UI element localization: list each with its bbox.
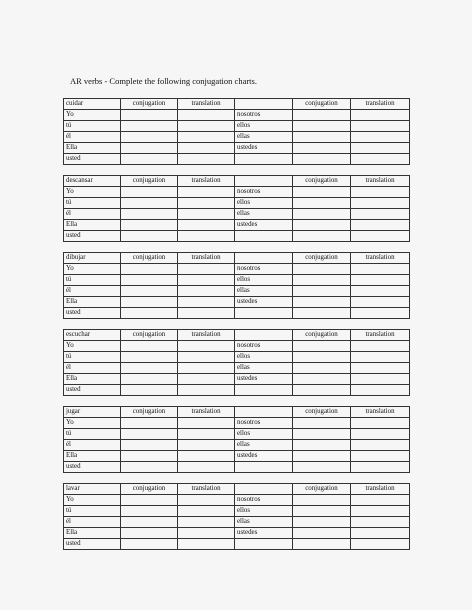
translation-header: translation [178,407,235,418]
table-row [64,231,410,242]
translation-answer-cell[interactable] [178,418,235,429]
translation-answer-cell[interactable] [351,506,410,517]
verb-label: cuidar [64,99,121,110]
translation-answer-cell[interactable] [351,418,410,429]
pronoun-cell: tú [64,429,121,440]
translation-answer-cell[interactable] [351,539,410,550]
conjugation-answer-cell[interactable] [293,231,351,242]
translation-answer-cell[interactable] [178,264,235,275]
translation-header: translation [351,330,410,341]
translation-answer-cell[interactable] [351,275,410,286]
pronoun-cell: ellas [235,440,293,451]
translation-answer-cell[interactable] [178,440,235,451]
pronoun-cell: usted [64,539,121,550]
verb-label: escuchar [64,330,121,341]
translation-answer-cell[interactable] [351,231,410,242]
conjugation-answer-cell[interactable] [293,462,351,473]
translation-answer-cell[interactable] [351,143,410,154]
verb-label: lavar [64,484,121,495]
table-row [64,462,410,473]
conjugation-answer-cell[interactable] [121,462,178,473]
conjugation-answer-cell[interactable] [121,297,178,308]
conjugation-answer-cell[interactable] [121,220,178,231]
table-row [64,286,410,297]
worksheet-title: AR verbs - Complete the following conjugation charts. [70,76,257,86]
pronoun-cell: ellos [235,198,293,209]
translation-answer-cell[interactable] [178,110,235,121]
conjugation-answer-cell[interactable] [293,374,351,385]
conjugation-answer-cell[interactable] [293,308,351,319]
conjugation-answer-cell[interactable] [121,187,178,198]
table-row [64,220,410,231]
pronoun-cell [235,539,293,550]
pronoun-cell: nosotros [235,341,293,352]
pronoun-cell: ustedes [235,143,293,154]
conjugation-answer-cell[interactable] [121,374,178,385]
conjugation-header: conjugation [121,330,178,341]
conjugation-header: conjugation [293,407,351,418]
translation-answer-cell[interactable] [178,429,235,440]
conjugation-answer-cell[interactable] [293,154,351,165]
pronoun-cell: Yo [64,495,121,506]
conjugation-answer-cell[interactable] [121,517,178,528]
table-row [64,352,410,363]
translation-answer-cell[interactable] [178,352,235,363]
translation-answer-cell[interactable] [351,286,410,297]
pronoun-cell: usted [64,385,121,396]
table-row [64,539,410,550]
conjugation-header: conjugation [293,99,351,110]
blank-header [235,176,293,187]
conjugation-answer-cell[interactable] [121,154,178,165]
translation-answer-cell[interactable] [351,154,410,165]
chart-header-row [64,176,410,187]
table-row [64,429,410,440]
pronoun-cell: ustedes [235,451,293,462]
conjugation-answer-cell[interactable] [121,539,178,550]
pronoun-cell: él [64,209,121,220]
translation-answer-cell[interactable] [351,495,410,506]
pronoun-cell: Ella [64,220,121,231]
translation-answer-cell[interactable] [178,132,235,143]
table-row [64,297,410,308]
pronoun-cell: ellos [235,429,293,440]
translation-answer-cell[interactable] [351,209,410,220]
translation-answer-cell[interactable] [351,429,410,440]
pronoun-cell: tú [64,506,121,517]
translation-answer-cell[interactable] [178,143,235,154]
chart-header-row [64,330,410,341]
translation-header: translation [351,253,410,264]
conjugation-answer-cell[interactable] [293,385,351,396]
conjugation-answer-cell[interactable] [293,352,351,363]
conjugation-answer-cell[interactable] [121,495,178,506]
translation-answer-cell[interactable] [178,154,235,165]
translation-header: translation [178,484,235,495]
translation-answer-cell[interactable] [178,385,235,396]
translation-answer-cell[interactable] [178,495,235,506]
pronoun-cell: ellos [235,121,293,132]
table-row [64,363,410,374]
conjugation-answer-cell[interactable] [293,286,351,297]
translation-answer-cell[interactable] [178,121,235,132]
conjugation-header: conjugation [121,176,178,187]
conjugation-answer-cell[interactable] [121,363,178,374]
conjugation-answer-cell[interactable] [121,341,178,352]
translation-answer-cell[interactable] [351,341,410,352]
translation-answer-cell[interactable] [351,121,410,132]
conjugation-answer-cell[interactable] [293,418,351,429]
conjugation-answer-cell[interactable] [121,132,178,143]
pronoun-cell: usted [64,231,121,242]
conjugation-answer-cell[interactable] [293,495,351,506]
blank-header [235,253,293,264]
blank-header [235,407,293,418]
translation-answer-cell[interactable] [351,220,410,231]
table-row [64,308,410,319]
table-row [64,132,410,143]
blank-header [235,99,293,110]
conjugation-header: conjugation [121,484,178,495]
pronoun-cell: ustedes [235,297,293,308]
pronoun-cell: usted [64,462,121,473]
pronoun-cell: Yo [64,187,121,198]
conjugation-answer-cell[interactable] [293,297,351,308]
pronoun-cell: tú [64,352,121,363]
translation-answer-cell[interactable] [351,451,410,462]
conjugation-answer-cell[interactable] [293,440,351,451]
translation-answer-cell[interactable] [351,363,410,374]
conjugation-answer-cell[interactable] [121,110,178,121]
translation-answer-cell[interactable] [178,209,235,220]
conjugation-answer-cell[interactable] [293,220,351,231]
conjugation-answer-cell[interactable] [293,198,351,209]
translation-answer-cell[interactable] [351,264,410,275]
conjugation-chart-jugar [63,406,410,473]
chart-header-row [64,99,410,110]
pronoun-cell: nosotros [235,264,293,275]
pronoun-cell: ellas [235,132,293,143]
translation-answer-cell[interactable] [178,231,235,242]
pronoun-cell: él [64,286,121,297]
translation-answer-cell[interactable] [351,308,410,319]
table-row [64,517,410,528]
translation-answer-cell[interactable] [178,539,235,550]
pronoun-cell: Ella [64,143,121,154]
pronoun-cell: nosotros [235,110,293,121]
translation-answer-cell[interactable] [351,132,410,143]
conjugation-answer-cell[interactable] [293,209,351,220]
conjugation-answer-cell[interactable] [293,429,351,440]
blank-header [235,484,293,495]
translation-answer-cell[interactable] [351,352,410,363]
translation-answer-cell[interactable] [178,220,235,231]
verb-label: jugar [64,407,121,418]
pronoun-cell: Yo [64,418,121,429]
conjugation-chart-descansar [63,175,410,242]
translation-answer-cell[interactable] [351,187,410,198]
translation-answer-cell[interactable] [178,297,235,308]
pronoun-cell: ellos [235,275,293,286]
pronoun-cell [235,231,293,242]
conjugation-answer-cell[interactable] [293,341,351,352]
conjugation-header: conjugation [293,484,351,495]
translation-header: translation [178,176,235,187]
conjugation-answer-cell[interactable] [121,352,178,363]
conjugation-answer-cell[interactable] [293,517,351,528]
conjugation-answer-cell[interactable] [121,286,178,297]
translation-answer-cell[interactable] [178,528,235,539]
table-row [64,341,410,352]
conjugation-answer-cell[interactable] [121,121,178,132]
translation-answer-cell[interactable] [178,451,235,462]
table-row [64,154,410,165]
conjugation-answer-cell[interactable] [293,187,351,198]
pronoun-cell: nosotros [235,495,293,506]
translation-answer-cell[interactable] [178,275,235,286]
table-row [64,264,410,275]
conjugation-answer-cell[interactable] [121,308,178,319]
pronoun-cell: tú [64,121,121,132]
translation-header: translation [351,176,410,187]
conjugation-answer-cell[interactable] [293,264,351,275]
conjugation-chart-dibujar [63,252,410,319]
pronoun-cell: ellas [235,517,293,528]
pronoun-cell: Ella [64,528,121,539]
pronoun-cell: ellas [235,363,293,374]
conjugation-header: conjugation [293,330,351,341]
translation-answer-cell[interactable] [351,517,410,528]
pronoun-cell: Yo [64,264,121,275]
conjugation-answer-cell[interactable] [121,198,178,209]
table-row [64,110,410,121]
conjugation-answer-cell[interactable] [121,451,178,462]
pronoun-cell: él [64,363,121,374]
conjugation-header: conjugation [121,253,178,264]
pronoun-cell: usted [64,154,121,165]
conjugation-header: conjugation [121,99,178,110]
conjugation-answer-cell[interactable] [293,528,351,539]
pronoun-cell: Ella [64,451,121,462]
table-row [64,495,410,506]
conjugation-answer-cell[interactable] [293,121,351,132]
pronoun-cell [235,462,293,473]
conjugation-answer-cell[interactable] [293,132,351,143]
table-row [64,209,410,220]
conjugation-answer-cell[interactable] [121,429,178,440]
table-row [64,506,410,517]
pronoun-cell: ellos [235,506,293,517]
table-row [64,451,410,462]
pronoun-cell: ustedes [235,374,293,385]
conjugation-answer-cell[interactable] [293,143,351,154]
table-row [64,374,410,385]
translation-header: translation [351,99,410,110]
conjugation-answer-cell[interactable] [293,110,351,121]
pronoun-cell: tú [64,275,121,286]
conjugation-chart-lavar [63,483,410,550]
translation-header: translation [178,99,235,110]
translation-answer-cell[interactable] [351,374,410,385]
pronoun-cell: usted [64,308,121,319]
chart-header-row [64,407,410,418]
conjugation-header: conjugation [293,253,351,264]
pronoun-cell [235,154,293,165]
conjugation-answer-cell[interactable] [121,275,178,286]
pronoun-cell: él [64,517,121,528]
conjugation-answer-cell[interactable] [293,451,351,462]
translation-header: translation [351,484,410,495]
conjugation-chart-escuchar [63,329,410,396]
translation-answer-cell[interactable] [351,385,410,396]
conjugation-answer-cell[interactable] [293,506,351,517]
conjugation-answer-cell[interactable] [121,418,178,429]
chart-header-row [64,484,410,495]
pronoun-cell: ellas [235,286,293,297]
translation-header: translation [178,253,235,264]
table-row [64,528,410,539]
translation-answer-cell[interactable] [178,308,235,319]
pronoun-cell: ellos [235,352,293,363]
verb-label: descansar [64,176,121,187]
pronoun-cell: ellas [235,209,293,220]
pronoun-cell: Ella [64,297,121,308]
conjugation-answer-cell[interactable] [121,385,178,396]
conjugation-answer-cell[interactable] [121,528,178,539]
conjugation-answer-cell[interactable] [293,363,351,374]
translation-answer-cell[interactable] [351,110,410,121]
table-row [64,385,410,396]
pronoun-cell: Yo [64,341,121,352]
translation-answer-cell[interactable] [178,363,235,374]
conjugation-header: conjugation [121,407,178,418]
table-row [64,440,410,451]
table-row [64,198,410,209]
translation-answer-cell[interactable] [178,517,235,528]
translation-answer-cell[interactable] [178,374,235,385]
pronoun-cell: él [64,440,121,451]
conjugation-chart-cuidar [63,98,410,165]
translation-header: translation [178,330,235,341]
conjugation-answer-cell[interactable] [121,143,178,154]
table-row [64,187,410,198]
chart-header-row [64,253,410,264]
pronoun-cell: nosotros [235,187,293,198]
conjugation-answer-cell[interactable] [121,264,178,275]
translation-answer-cell[interactable] [351,528,410,539]
pronoun-cell: ustedes [235,220,293,231]
translation-answer-cell[interactable] [178,187,235,198]
pronoun-cell [235,308,293,319]
table-row [64,143,410,154]
translation-answer-cell[interactable] [351,462,410,473]
translation-answer-cell[interactable] [351,198,410,209]
conjugation-answer-cell[interactable] [121,440,178,451]
translation-answer-cell[interactable] [178,286,235,297]
pronoun-cell: Yo [64,110,121,121]
translation-answer-cell[interactable] [351,297,410,308]
translation-answer-cell[interactable] [178,506,235,517]
table-row [64,121,410,132]
table-row [64,418,410,429]
pronoun-cell: Ella [64,374,121,385]
translation-answer-cell[interactable] [178,341,235,352]
pronoun-cell: ustedes [235,528,293,539]
table-row [64,275,410,286]
translation-header: translation [351,407,410,418]
translation-answer-cell[interactable] [351,440,410,451]
conjugation-header: conjugation [293,176,351,187]
pronoun-cell: él [64,132,121,143]
pronoun-cell: nosotros [235,418,293,429]
conjugation-answer-cell[interactable] [121,209,178,220]
blank-header [235,330,293,341]
conjugation-answer-cell[interactable] [293,275,351,286]
conjugation-answer-cell[interactable] [121,231,178,242]
conjugation-answer-cell[interactable] [293,539,351,550]
pronoun-cell: tú [64,198,121,209]
conjugation-answer-cell[interactable] [121,506,178,517]
translation-answer-cell[interactable] [178,198,235,209]
translation-answer-cell[interactable] [178,462,235,473]
verb-label: dibujar [64,253,121,264]
pronoun-cell [235,385,293,396]
